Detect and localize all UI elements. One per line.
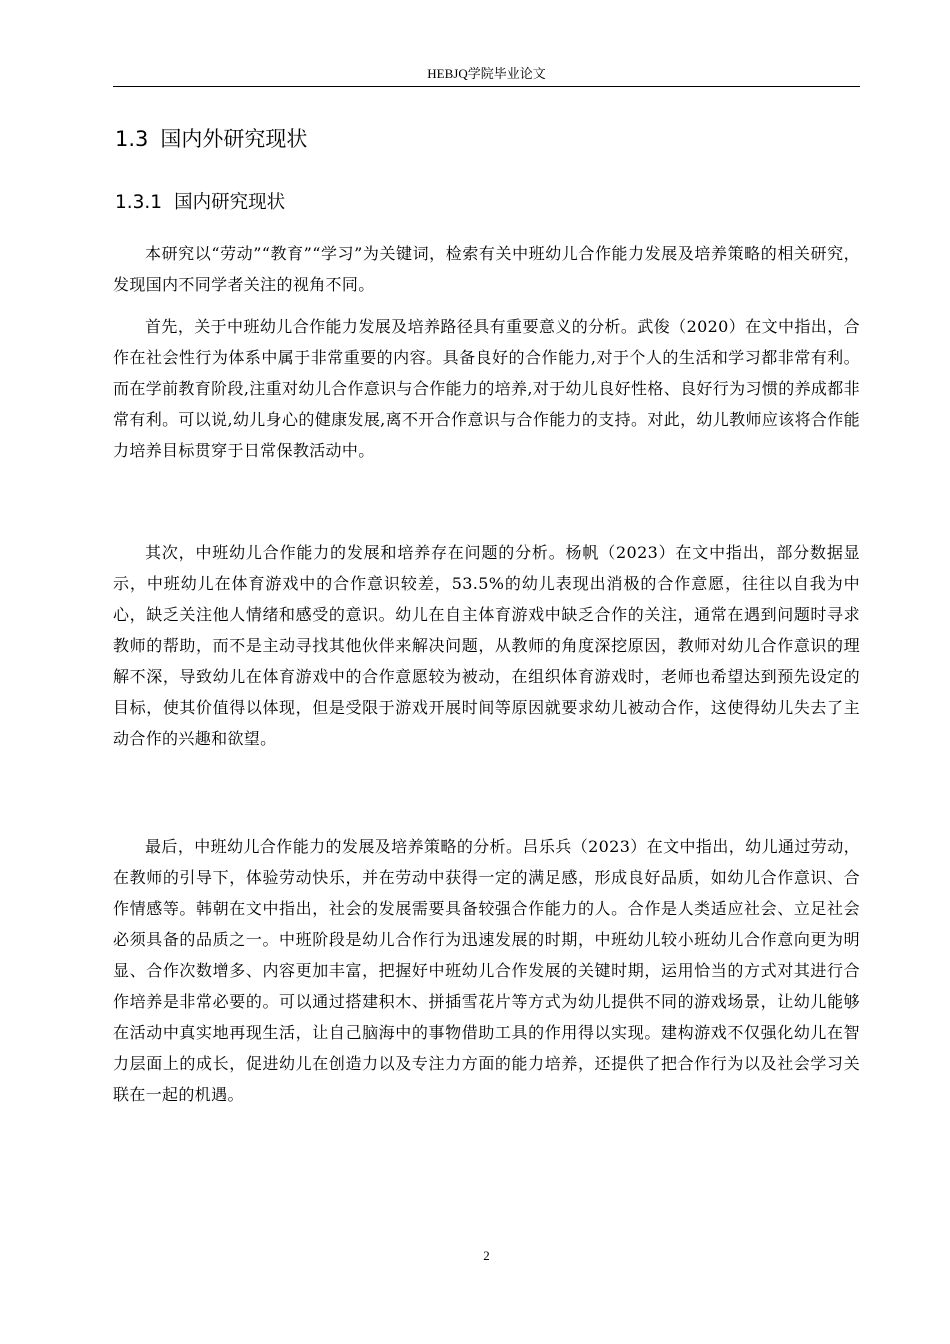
body-paragraph-4: 最后，中班幼儿合作能力的发展及培养策略的分析。吕乐兵（2023）在文中指出，幼儿通过劳动，在教师的引导下，体验劳动快乐，并在劳动中获得一定的满足感，形成良好品质，如幼儿合作意识、合作情感等。韩朝在文中指出，社会的发展需要具备较强合作能力的人。合作是人类适应社会、立足社会必须具备的品质之一。中班阶段是幼儿合作行为迅速发展的时期，中班幼儿较小班幼儿合作意向更为明显、合作次数增多、内容更加丰富，把握好中班幼儿合作发展的关键时期，运用恰当的方式对其进行合作培养是非常必要的。可以通过搭建积木、拼插雪花片等方式为幼儿提供不同的游戏场景，让幼儿能够在活动中真实地再现生活，让自己脑海中的事物借助工具的作用得以实现。建构游戏不仅强化幼儿在智力层面上的成长，促进幼儿在创造力以及专注力方面的能力培养，还提供了把合作行为以及社会学习关联在一起的机遇。	[113, 837, 860, 1104]
subsection-heading	[115, 187, 285, 219]
body-paragraph-3: 其次，中班幼儿合作能力的发展和培养存在问题的分析。杨帆（2023）在文中指出，部分数据显示，中班幼儿在体育游戏中的合作意识较差，53.5%的幼儿表现出消极的合作意愿，往往以自我为中心，缺乏关注他人情绪和感受的意识。幼儿在自主体育游戏中缺乏合作的关注，通常在遇到问题时寻求教师的帮助，而不是主动寻找其他伙伴来解决问题，从教师的角度深挖原因，教师对幼儿合作意识的理解不深，导致幼儿在体育游戏中的合作意愿较为被动，在组织体育游戏时，老师也希望达到预先设定的目标，使其价值得以体现，但是受限于游戏开展时间等原因就要求幼儿被动合作，这使得幼儿失去了主动合作的兴趣和欲望。	[113, 543, 860, 748]
body-paragraph-2: 首先，关于中班幼儿合作能力发展及培养路径具有重要意义的分析。武俊（2020）在文中指出，合作在社会性行为体系中属于非常重要的内容。具备良好的合作能力,对于个人的生活和学习都非常有利。而在学前教育阶段,注重对幼儿合作意识与合作能力的培养,对于幼儿良好性格、良好行为习惯的养成都非常有利。可以说,幼儿身心的健康发展,离不开合作意识与合作能力的支持。对此，幼儿教师应该将合作能力培养目标贯穿于日常保教活动中。	[113, 317, 860, 460]
section-title: 国内外研究现状	[160, 127, 308, 151]
subsection-title: 国内研究现状	[174, 192, 286, 213]
section-heading	[115, 122, 307, 156]
header-rule	[113, 86, 860, 87]
running-header: HEBJQ学院毕业论文	[427, 66, 546, 81]
subsection-number: 1.3.1	[115, 192, 163, 213]
section-number: 1.3	[115, 127, 149, 151]
page-number: 2	[483, 1248, 490, 1263]
body-paragraph-1: 本研究以“劳动”“教育”“学习”为关键词，检索有关中班幼儿合作能力发展及培养策略的相关研究，发现国内不同学者关注的视角不同。	[113, 244, 860, 294]
